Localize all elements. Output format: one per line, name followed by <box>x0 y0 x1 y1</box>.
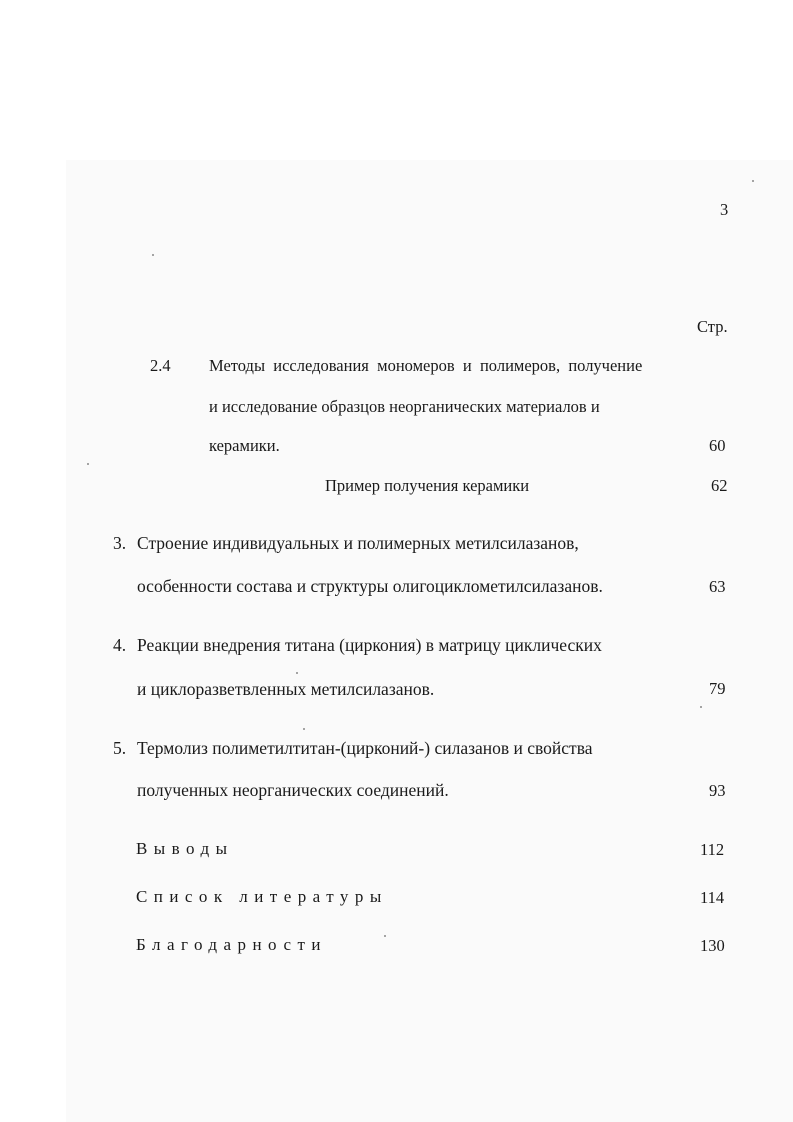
scan-speck <box>152 254 154 256</box>
toc-entry-4-line-2: и циклоразветвленных метилсилазанов. <box>137 679 435 699</box>
toc-entry-5-page: 93 <box>709 781 726 800</box>
toc-entry-3-page: 63 <box>709 577 726 596</box>
toc-entry-conclusions-title: Выводы <box>136 839 234 858</box>
toc-entry-acknowledgements-page: 130 <box>700 936 725 955</box>
page-column-header: Стр. <box>697 317 728 336</box>
toc-entry-4-line-1: Реакции внедрения титана (циркония) в матрицу циклических <box>137 635 602 655</box>
toc-entry-4-number: 4. <box>113 635 127 655</box>
scan-speck <box>87 463 89 465</box>
scan-speck <box>752 180 754 182</box>
toc-entry-5-number: 5. <box>113 738 127 758</box>
toc-entry-acknowledgements-title: Благодарности <box>136 935 327 954</box>
toc-entry-5-line-1: Термолиз полиметилтитан-(цирконий-) силазанов и свойства <box>137 738 593 758</box>
toc-entry-2-4-line-1: Методы исследования мономеров и полимеров, получение <box>209 356 643 375</box>
scan-speck <box>700 706 702 708</box>
toc-entry-5-line-2: полученных неорганических соединений. <box>137 780 449 800</box>
toc-entry-example-page: 62 <box>711 476 728 495</box>
toc-entry-references-title: Список литературы <box>136 887 388 906</box>
toc-entry-2-4-number: 2.4 <box>150 356 171 375</box>
scan-speck <box>296 672 298 674</box>
toc-entry-3-line-1: Строение индивидуальных и полимерных метилсилазанов, <box>137 533 579 553</box>
toc-entry-references-page: 114 <box>700 888 725 907</box>
toc-entry-3-line-2: особенности состава и структуры олигоциклометилсилазанов. <box>137 576 603 596</box>
toc-entry-conclusions-page: 112 <box>700 840 725 859</box>
toc-entry-2-4-line-2: и исследование образцов неорганических материалов и <box>209 397 600 416</box>
toc-entry-4-page: 79 <box>709 679 726 698</box>
scan-speck <box>303 728 305 730</box>
scan-speck <box>384 935 386 937</box>
toc-entry-3-number: 3. <box>113 533 127 553</box>
page-number: 3 <box>720 200 729 219</box>
toc-entry-2-4-line-3: керамики. <box>209 436 280 455</box>
toc-entry-2-4-page: 60 <box>709 436 726 455</box>
toc-entry-example-title: Пример получения керамики <box>325 476 530 495</box>
